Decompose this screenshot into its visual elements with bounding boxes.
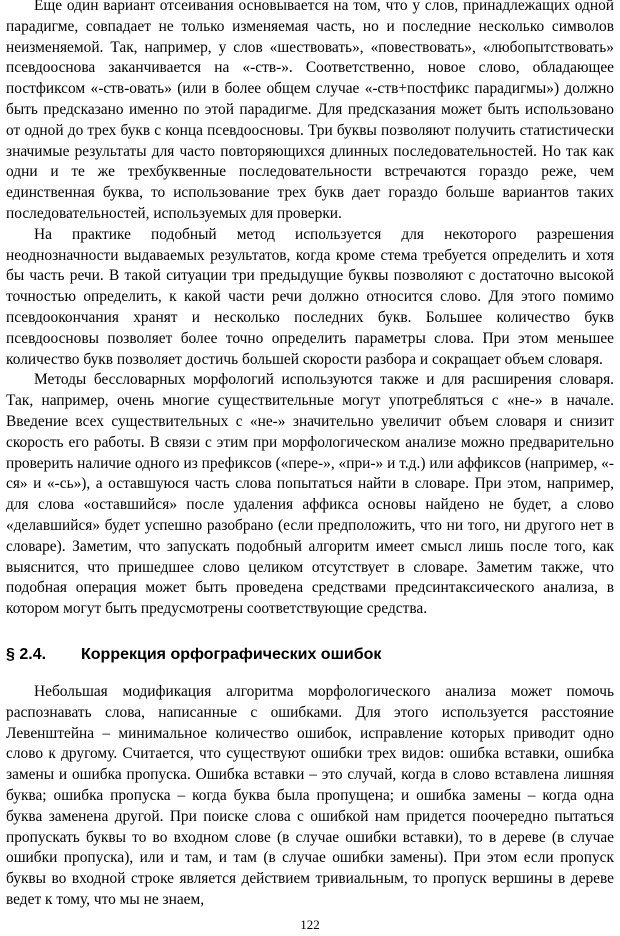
paragraph: Еще один вариант отсеивания основывается на том, что у слов, принадлежащих одной парадигме, совпадает не только изменяемая часть, но и последние несколько символов неизменяемой. Так, например, у слов «шествовать», «повествовать», «любопытствовать» псевдооснова заканчивается на «-ств-». Соответственно, новое слово, обладающее постфиксом «-ств-овать» (или в более общем случае «-ств+постфикс парадигмы») должно быть предсказано именно по этой парадигме. Для предсказания может быть использовано от одной до трех букв с конца псевдоосновы. Три буквы позволяют получить статистически значимые результаты для часто повторяющихся длинных последовательностей. Но так как одни и те же трехбуквенные последовательности встречаются гораздо реже, чем единственная буква, то использование трех букв дает гораздо больше вариантов таких последовательностей, используемых для проверки. [6, 0, 614, 222]
body-text-bottom [6, 682, 614, 911]
page-number: 122 [300, 917, 320, 932]
paragraph: На практике подобный метод используется для некоторого разрешения неоднозначности выдаваемых результатов, когда кроме стема требуется определить и хотя бы часть речи. В такой ситуации три предыдущие буквы позволяют с достаточно высокой точностью определить, к какой части речи должно относится слово. Для этого помимо псевдоокончания хранят и несколько последних букв. Большее количество букв псевдоосновы позволяет более точно определить параметры слова. При этом меньшее количество букв позволяет достичь большей скорости разбора и сокращает объем словаря. [6, 225, 614, 368]
body-text-top [6, 0, 614, 620]
section-number: § 2.4. [6, 646, 47, 663]
section-heading [6, 644, 614, 666]
paragraph: Методы бессловарных морфологий используются также и для расширения словаря. Так, например, очень многие существительные могут употребляться с «не-» в начале. Введение всех существительных с «не-» значительно увеличит объем словаря и снизит скорость его работы. В связи с этим при морфологическом анализе можно предварительно проверить наличие одного из префиксов («пере-», «при-» и т.д.) или аффиксов (например, «-ся» и «-сь»), а оставшуюся часть слова попытаться найти в словаре. При этом, например, для слова «оставшийся» после удаления аффикса основы найдено не будет, а слово «делавшийся» будет успешно разобрано (если предположить, что ни того, ни другого нет в словаре). Заметим, что запускать подобный алгоритм имеет смысл лишь после того, как выяснится, что пришедшее слово целиком отсутствует в словаре. Заметим также, что подобная операция может быть проведена средствами предсинтаксического анализа, в котором могут быть предусмотрены соответствующие средства. [6, 371, 614, 618]
paragraph: Небольшая модификация алгоритма морфологического анализа может помочь распознавать слова, написанные с ошибками. Для этого используется расстояние Левенштейна – минимальное количество ошибок, исправление которых приводит одно слово к другому. Считается, что существуют ошибки трех видов: ошибка вставки, ошибка замены и ошибка пропуска. Ошибка вставки – это случай, когда в слово вставлена лишняя буква; ошибка пропуска – когда буква была пропущена; и ошибка замены – когда одна буква заменена другой. При поиске слова с ошибкой нам придется поочередно пытаться пропускать буквы то во входном слове (в случае ошибки вставки), то в дереве (в случае ошибки пропуска), или и там, и там (в случае ошибки замены). При этом если пропуск буквы во входной строке является действием тривиальным, то пропуск вершины в дереве ведет к тому, что мы не знаем, [6, 683, 614, 908]
section-title: Коррекция орфографических ошибок [81, 646, 382, 663]
